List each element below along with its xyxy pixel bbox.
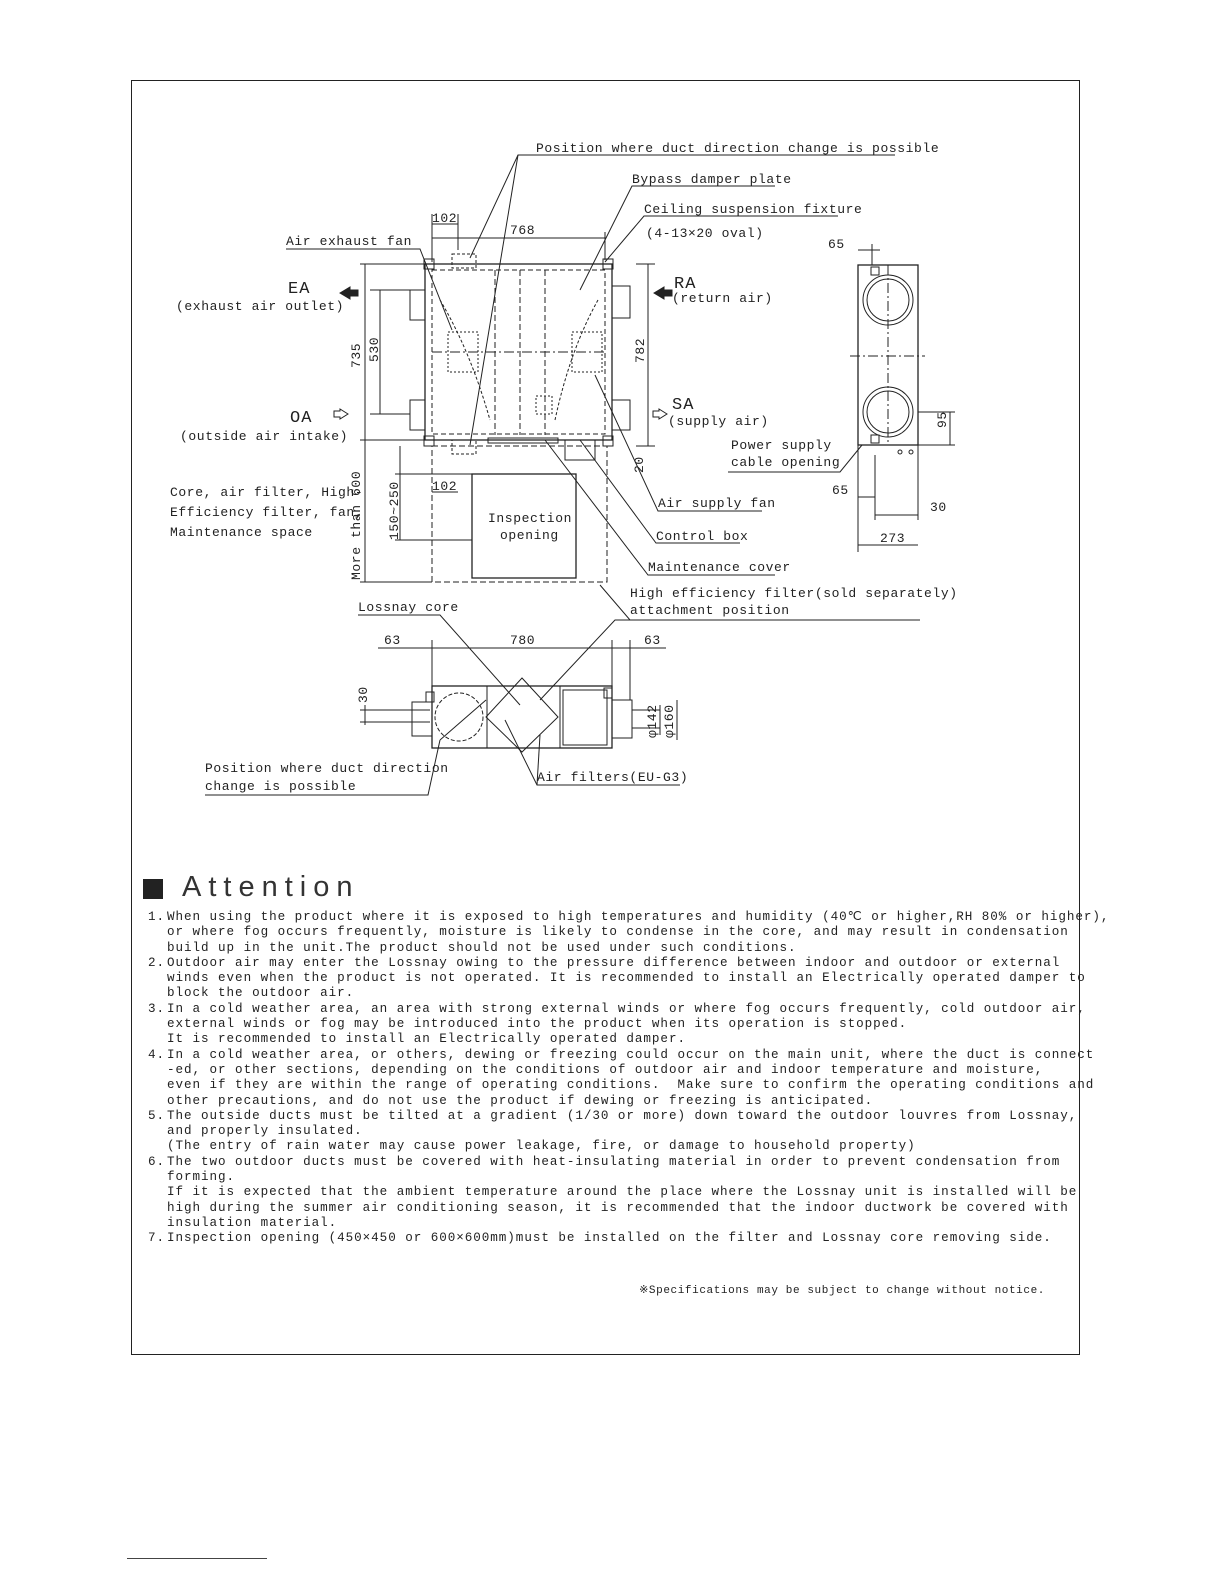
note-item bbox=[148, 1047, 1095, 1063]
note-text: insulation material. bbox=[167, 1215, 338, 1230]
note-text: build up in the unit.The product should not be used under such conditions. bbox=[167, 940, 797, 955]
note-number: 3. bbox=[148, 1001, 166, 1016]
label-sa: SA bbox=[672, 396, 695, 415]
dim-63-left: 63 bbox=[384, 633, 401, 648]
note-item bbox=[148, 1109, 1078, 1124]
note-line bbox=[148, 1094, 1078, 1109]
note-text: and properly insulated. bbox=[167, 1124, 363, 1139]
dim-side-65-top: 65 bbox=[828, 237, 845, 252]
label-duct-change-bottom-2: change is possible bbox=[205, 779, 357, 794]
label-ea-desc: (exhaust air outlet) bbox=[176, 299, 345, 314]
specifications-footnote: ※Specifications may be subject to change without notice. bbox=[639, 1285, 1045, 1297]
dim-780: 780 bbox=[510, 633, 536, 648]
note-line bbox=[148, 941, 1078, 956]
dim-phi-160: φ160 bbox=[662, 704, 677, 738]
note-text: winds even when the product is not operated. It is recommended to install an Electrically operated damper to bbox=[167, 971, 1086, 986]
label-air-filters: Air filters(EU-G3) bbox=[537, 770, 689, 785]
note-number: 7. bbox=[148, 1231, 166, 1246]
dim-top-102: 102 bbox=[432, 211, 458, 226]
label-duct-change-top: Position where duct direction change is possible bbox=[536, 141, 940, 156]
note-number: 5. bbox=[148, 1108, 166, 1123]
dim-30: 30 bbox=[356, 686, 371, 703]
note-line bbox=[148, 1185, 1078, 1200]
note-text: high during the summer air conditioning season, it is recommended that the indoor ductwork be covered with bbox=[167, 1200, 1069, 1215]
label-sa-desc: (supply air) bbox=[668, 414, 769, 429]
dim-bottom-102: 102 bbox=[432, 479, 458, 494]
dim-phi-142: φ142 bbox=[645, 704, 660, 738]
label-maint-space-1: Core, air filter, High- bbox=[170, 485, 364, 500]
note-text: Outdoor air may enter the Lossnay owing to the pressure difference between indoor and outdoor or external bbox=[167, 955, 1061, 970]
note-number: 1. bbox=[148, 910, 166, 924]
label-inspection-1: Inspection bbox=[488, 511, 573, 526]
note-line bbox=[148, 1063, 1078, 1078]
note-item bbox=[148, 956, 1078, 971]
note-text: The outside ducts must be tilted at a gradient (1/30 or more) down toward the outdoor louvres from Lossnay, bbox=[167, 1108, 1078, 1123]
note-line bbox=[148, 1216, 1078, 1231]
note-line bbox=[148, 1078, 1095, 1093]
label-duct-change-bottom-1: Position where duct direction bbox=[205, 761, 449, 776]
note-line bbox=[148, 1139, 1078, 1154]
note-line bbox=[148, 971, 1086, 986]
dim-782: 782 bbox=[633, 337, 648, 363]
note-text: forming. bbox=[167, 1170, 236, 1185]
label-lossnay-core: Lossnay core bbox=[358, 600, 459, 615]
note-line bbox=[148, 1201, 1078, 1216]
note-text: In a cold weather area, an area with strong external winds or where fog occurs frequently, cold outdoor air, bbox=[167, 1001, 1086, 1016]
note-text: When using the product where it is exposed to high temperatures and humidity (40℃ or higher,RH 80% or higher), bbox=[167, 910, 1110, 924]
dim-side-65-bottom: 65 bbox=[832, 483, 849, 498]
note-text: In a cold weather area, or others, dewing or freezing could occur on the main unit, where the duct is connect bbox=[167, 1047, 1095, 1062]
dim-150-250: 150~250 bbox=[387, 481, 402, 540]
label-ceiling-fixture: Ceiling suspension fixture bbox=[644, 202, 863, 217]
note-text: external winds or fog may be introduced into the product when its operation is stopped. bbox=[167, 1017, 908, 1032]
note-item bbox=[148, 910, 1110, 925]
label-maint-space-3: Maintenance space bbox=[170, 525, 313, 540]
note-line bbox=[148, 986, 1078, 1001]
label-ceiling-fixture-spec: (4-13×20 oval) bbox=[646, 226, 764, 241]
label-ra-desc: (return air) bbox=[672, 291, 773, 306]
attention-bullet-icon bbox=[143, 879, 163, 899]
dim-top-768: 768 bbox=[510, 223, 536, 238]
note-line bbox=[148, 925, 1078, 940]
label-inspection-2: opening bbox=[500, 528, 559, 543]
note-number: 4. bbox=[148, 1047, 166, 1062]
note-text: block the outdoor air. bbox=[167, 986, 355, 1001]
note-text: other precautions, and do not use the product if dewing or freezing is anticipated. bbox=[167, 1093, 874, 1108]
label-maintenance-cover: Maintenance cover bbox=[648, 560, 791, 575]
note-item bbox=[148, 1231, 1078, 1246]
note-text: The two outdoor ducts must be covered with heat-insulating material in order to prevent condensation from bbox=[167, 1154, 1061, 1169]
dim-side-30: 30 bbox=[930, 500, 947, 515]
dim-side-273: 273 bbox=[880, 531, 906, 546]
footer-rule bbox=[127, 1558, 267, 1559]
label-oa: OA bbox=[290, 409, 313, 428]
note-text: If it is expected that the ambient temperature around the place where the Lossnay unit is installed will be bbox=[167, 1185, 1078, 1200]
label-control-box: Control box bbox=[656, 529, 749, 544]
label-power-supply-1: Power supply bbox=[731, 438, 832, 453]
attention-heading: Attention bbox=[182, 871, 360, 903]
note-text: It is recommended to install an Electrically operated damper. bbox=[167, 1032, 686, 1047]
label-air-exhaust-fan: Air exhaust fan bbox=[286, 234, 413, 249]
label-oa-desc: (outside air intake) bbox=[180, 429, 349, 444]
label-hef-2: attachment position bbox=[630, 603, 790, 618]
note-number: 6. bbox=[148, 1154, 166, 1169]
note-line bbox=[148, 1017, 1078, 1032]
dim-more-than-600: More than 600 bbox=[349, 470, 364, 580]
dim-20: 20 bbox=[632, 456, 647, 473]
top-view bbox=[286, 155, 920, 620]
note-text: (The entry of rain water may cause power leakage, fire, or damage to household property) bbox=[167, 1139, 916, 1154]
note-item bbox=[148, 1155, 1078, 1170]
note-line bbox=[148, 1124, 1078, 1139]
note-line bbox=[148, 1032, 1078, 1047]
note-text: or where fog occurs frequently, moisture is likely to condense in the core, and may result in condensation bbox=[167, 925, 1069, 940]
note-text: -ed, or other sections, depending on the conditions of outdoor air and indoor temperature and moisture, bbox=[167, 1062, 1044, 1077]
note-line bbox=[148, 1170, 1078, 1185]
note-text: Inspection opening (450×450 or 600×600mm)must be installed on the filter and Lossnay core removing side. bbox=[167, 1231, 1052, 1246]
dim-side-95: 95 bbox=[935, 411, 950, 428]
attention-notes-list bbox=[148, 910, 1110, 1247]
label-ra: RA bbox=[674, 275, 697, 294]
label-hef-1: High efficiency filter(sold separately) bbox=[630, 586, 958, 601]
dim-530: 530 bbox=[367, 336, 382, 362]
note-text: even if they are within the range of operating conditions. Make sure to confirm the operating conditions and bbox=[167, 1078, 1095, 1093]
dim-735: 735 bbox=[349, 342, 364, 368]
label-bypass-damper: Bypass damper plate bbox=[632, 172, 792, 187]
label-maint-space-2: Efficiency filter, fan, bbox=[170, 505, 364, 520]
label-air-supply-fan: Air supply fan bbox=[658, 496, 776, 511]
lossnay-core-diamond bbox=[486, 678, 558, 752]
note-number: 2. bbox=[148, 955, 166, 970]
dim-63-right: 63 bbox=[644, 633, 661, 648]
label-ea: EA bbox=[288, 280, 311, 299]
label-power-supply-2: cable opening bbox=[731, 455, 841, 470]
note-item bbox=[148, 1001, 1086, 1017]
inspection-opening bbox=[472, 474, 576, 578]
